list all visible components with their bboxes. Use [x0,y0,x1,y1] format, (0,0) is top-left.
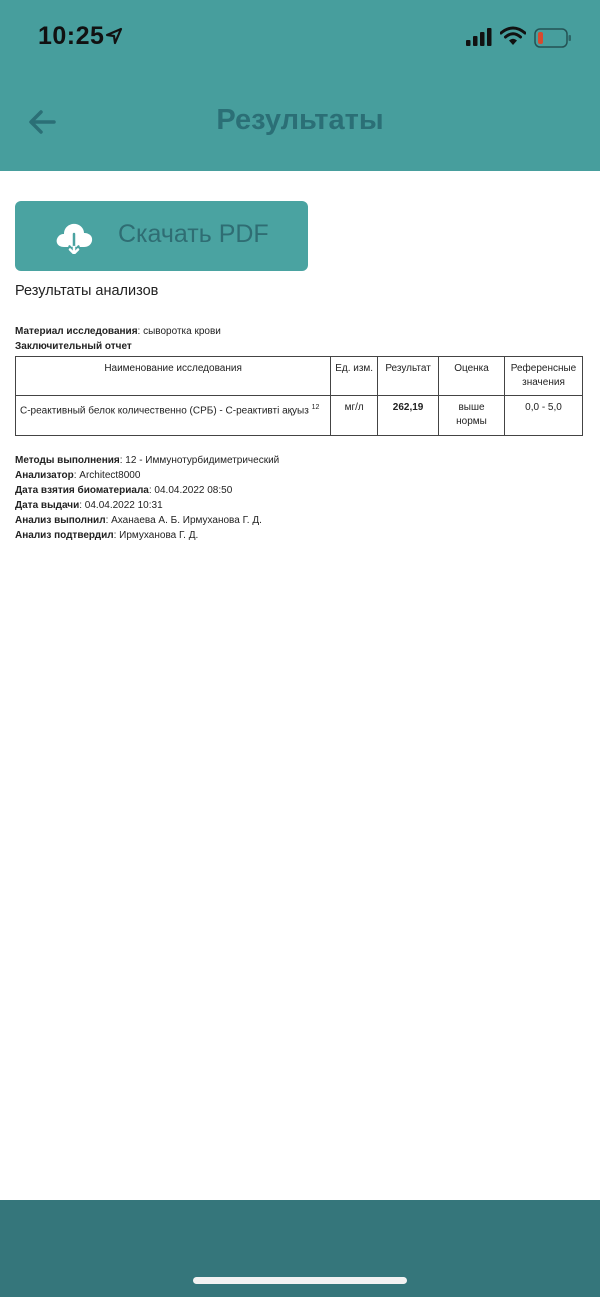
sample-date-value: : 04.04.2022 08:50 [148,485,233,496]
test-name-text: С-реактивный белок количественно (СРБ) - С-реактивті ақуыз [20,405,309,417]
report-line [15,339,132,354]
cell-result: 262,19 [378,396,439,436]
test-name-superscript: 12 [311,404,320,411]
cell-assessment: выше нормы [439,396,505,436]
report-label: Заключительный отчет [15,341,132,352]
download-pdf-label: Скачать PDF [118,220,269,248]
page-title: Результаты [216,104,384,136]
table-header-row [16,357,583,396]
issue-date-label: Дата выдачи [15,500,80,511]
methods-label: Методы выполнения [15,455,120,466]
cell-reference: 0,0 - 5,0 [504,396,582,436]
performed-by-value: : Аханаева А. Б. Ирмуханова Г. Д. [105,515,262,526]
header-result: Результат [378,357,439,396]
confirmed-by-label: Анализ подтвердил [15,530,114,541]
performed-by-line [15,513,262,528]
cloud-download-icon [54,220,94,254]
header-reference: Референсные значения [504,357,582,396]
sample-date-label: Дата взятия биоматериала [15,485,149,496]
battery-icon [534,28,572,48]
home-indicator[interactable] [193,1277,407,1284]
header-unit: Ед. изм. [331,357,378,396]
methods-line [15,453,279,468]
analyzer-line [15,468,140,483]
download-pdf-button[interactable] [15,201,308,271]
results-table [15,356,583,436]
cellular-signal-icon [466,28,492,46]
material-value: : сыворотка крови [137,326,221,337]
methods-value: : 12 - Иммунотурбидиметрический [119,455,280,466]
analyzer-value: : Architect8000 [73,470,141,481]
confirmed-by-value: : Ирмуханова Г. Д. [113,530,199,541]
table-row [16,396,583,436]
issue-date-line [15,498,163,513]
header-assessment: Оценка [439,357,505,396]
cell-unit: мг/л [331,396,378,436]
issue-date-value: : 04.04.2022 10:31 [79,500,163,511]
header-name: Наименование исследования [16,357,331,396]
status-time: 10:25 [38,22,105,50]
material-line [15,324,221,339]
app-header [0,0,600,171]
material-label: Материал исследования [15,326,138,337]
wifi-icon [500,26,526,46]
sample-date-line [15,483,232,498]
location-arrow-icon [105,27,123,45]
performed-by-label: Анализ выполнил [15,515,106,526]
cell-test-name [16,396,331,436]
results-heading: Результаты анализов [15,283,159,299]
analyzer-label: Анализатор [15,470,74,481]
confirmed-by-line [15,528,198,543]
